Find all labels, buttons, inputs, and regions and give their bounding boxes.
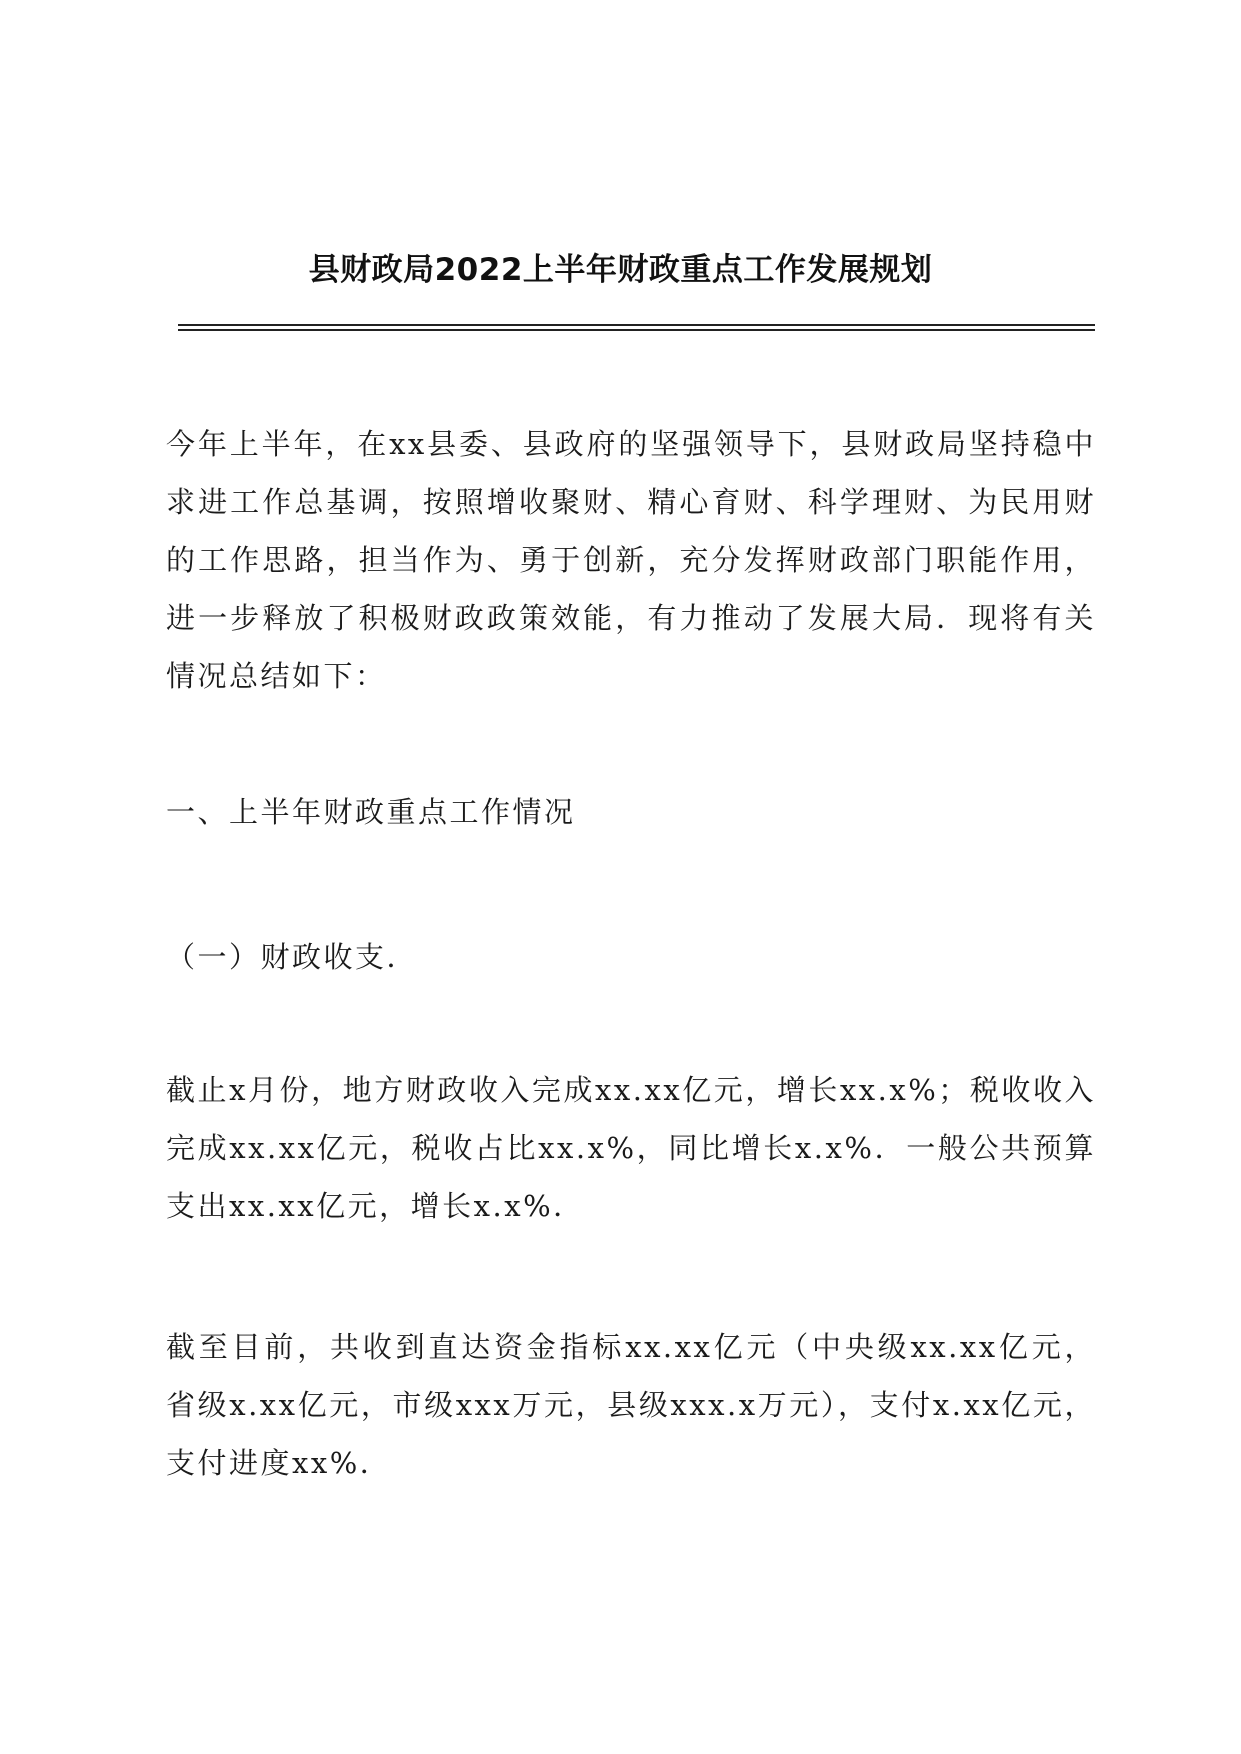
subsection-heading: （一）财政收支． xyxy=(166,940,419,974)
document-title: 县财政局2022上半年财政重点工作发展规划 xyxy=(308,252,933,288)
revenue-paragraph: 截止x月份，地方财政收入完成xx.xx亿元，增长xx.x%；税收收入完成xx.xx亿元，税收占比xx.x%，同比增长x.x%．一般公共预算支出xx.xx亿元，增长x.x%． xyxy=(166,1073,1096,1223)
title-rule-top xyxy=(178,324,1095,326)
section-heading: 一、上半年财政重点工作情况 xyxy=(166,795,576,829)
intro-paragraph: 今年上半年，在xx县委、县政府的坚强领导下，县财政局坚持稳中求进工作总基调，按照增收聚财、精心育财、科学理财、为民用财的工作思路，担当作为、勇于创新，充分发挥财政部门职能作用，进一步释放了积极财政政策效能，有力推动了发展大局．现将有关情况总结如下： xyxy=(166,427,1096,693)
direct-funds-paragraph: 截至目前，共收到直达资金指标xx.xx亿元（中央级xx.xx亿元，省级x.xx亿元，市级xxx万元，县级xxx.x万元），支付x.xx亿元，支付进度xx%． xyxy=(166,1330,1096,1480)
title-rule-bottom xyxy=(178,329,1095,331)
